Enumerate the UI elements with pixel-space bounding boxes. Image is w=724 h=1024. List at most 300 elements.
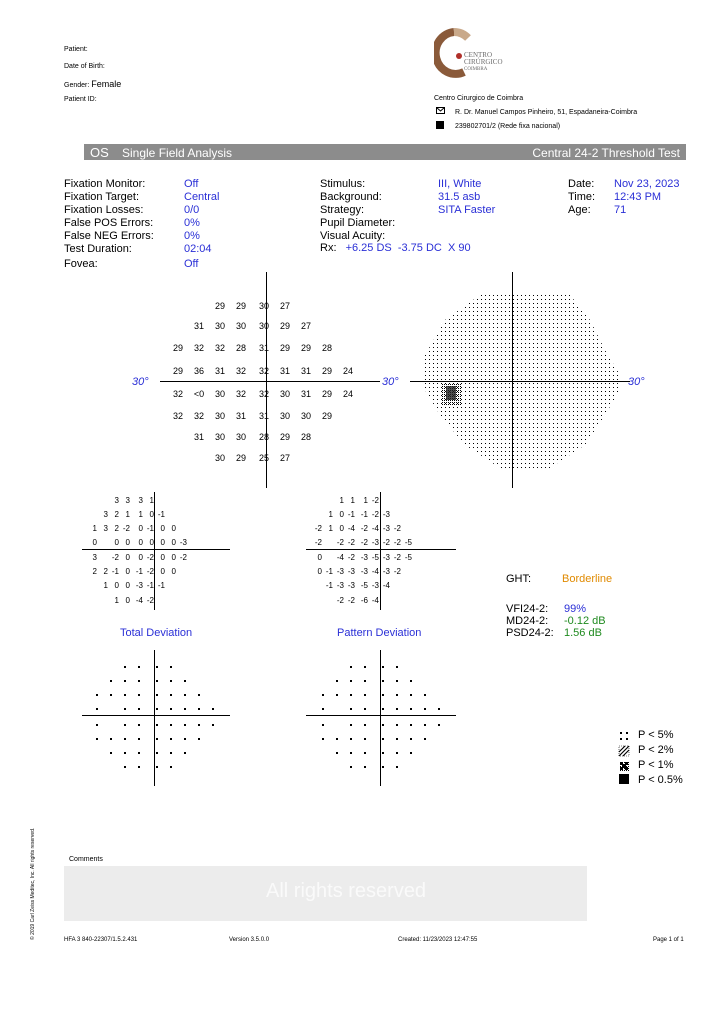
- pattern-dev-value: -2: [371, 510, 379, 519]
- param-value: Off: [184, 258, 199, 270]
- footer-version: Version 3.5.0.0: [229, 937, 270, 943]
- pattern-prob-dot: [364, 666, 366, 668]
- threshold-value: 28: [258, 432, 269, 442]
- total-prob-dot: [170, 666, 172, 668]
- threshold-value: 27: [279, 453, 290, 463]
- pattern-prob-dot: [322, 738, 324, 740]
- total-prob-dot: [124, 724, 126, 726]
- pattern-dev-haxis: [306, 549, 456, 550]
- pattern-prob-dot: [336, 694, 338, 696]
- mail-icon: [436, 107, 445, 116]
- threshold-value: 24: [342, 389, 353, 399]
- param-value: 0%: [184, 217, 200, 229]
- total-prob-dot: [184, 694, 186, 696]
- param-label: Background:: [320, 191, 382, 203]
- total-dev-value: -2: [122, 524, 130, 533]
- pattern-prob-dot: [382, 752, 384, 754]
- total-prob-dot: [184, 752, 186, 754]
- total-dev-value: -1: [157, 581, 165, 590]
- legend-p5: P < 5%: [638, 729, 674, 741]
- pattern-dev-value: -2: [360, 524, 368, 533]
- total-dev-value: 2: [114, 510, 119, 519]
- pattern-dev-value: -3: [360, 553, 368, 562]
- total-dev-value: 0: [92, 538, 97, 547]
- total-prob-dot: [198, 724, 200, 726]
- pattern-dev-value: -3: [382, 567, 390, 576]
- pattern-dev-value: -2: [347, 538, 355, 547]
- param-label: Age:: [568, 204, 591, 216]
- total-prob-dot: [198, 708, 200, 710]
- threshold-value: 24: [342, 366, 353, 376]
- threshold-value: 29: [279, 321, 290, 331]
- threshold-value: 32: [258, 389, 269, 399]
- comments-box: [64, 866, 587, 921]
- pattern-dev-value: -4: [336, 553, 344, 562]
- pattern-prob-dot: [336, 738, 338, 740]
- pattern-prob-dot: [350, 738, 352, 740]
- total-prob-dot: [124, 666, 126, 668]
- param-label: Fixation Monitor:: [64, 178, 146, 190]
- analysis-title: Single Field Analysis: [122, 146, 233, 160]
- total-dev-value: -2: [111, 553, 119, 562]
- total-prob-dot: [198, 738, 200, 740]
- threshold-value: 32: [258, 366, 269, 376]
- param-label: Fixation Target:: [64, 191, 140, 203]
- pattern-prob-dot: [396, 738, 398, 740]
- total-prob-dot: [124, 680, 126, 682]
- pattern-prob-dot: [364, 708, 366, 710]
- total-prob-dot: [124, 752, 126, 754]
- total-prob-dot: [198, 694, 200, 696]
- total-prob-dot: [212, 708, 214, 710]
- total-prob-dot: [138, 724, 140, 726]
- total-dev-value: 0: [125, 567, 130, 576]
- total-dev-value: -3: [179, 538, 187, 547]
- param-label: False POS Errors:: [64, 217, 154, 229]
- threshold-value: 30: [235, 432, 246, 442]
- pattern-dev-value: -2: [314, 524, 322, 533]
- threshold-value: 29: [321, 411, 332, 421]
- total-dev-value: -2: [146, 596, 154, 605]
- total-dev-value: 1: [149, 496, 154, 505]
- watermark-text: All rights reserved: [266, 880, 427, 902]
- threshold-value: 28: [321, 343, 332, 353]
- pattern-prob-dot: [350, 724, 352, 726]
- total-prob-dot: [170, 680, 172, 682]
- index-label: PSD24-2:: [506, 627, 554, 639]
- pattern-dev-value: -2: [393, 567, 401, 576]
- total-dev-value: 3: [138, 496, 143, 505]
- total-prob-dot: [124, 694, 126, 696]
- threshold-value: 30: [258, 301, 269, 311]
- pattern-prob-haxis: [306, 715, 456, 716]
- threshold-value: 30: [214, 321, 225, 331]
- threshold-value: 32: [193, 343, 204, 353]
- threshold-value: 32: [172, 389, 183, 399]
- pattern-dev-value: -1: [360, 510, 368, 519]
- clinic-address: R. Dr. Manuel Campos Pinheiro, 51, Espadaneira-Coimbra: [455, 109, 638, 116]
- eye-box: [64, 144, 84, 160]
- logo-text-2: CIRÚRGICO: [464, 58, 503, 66]
- pattern-dev-value: -1: [325, 581, 333, 590]
- total-prob-dot: [156, 724, 158, 726]
- pattern-dev-value: -3: [371, 581, 379, 590]
- pattern-prob-dot: [364, 738, 366, 740]
- pattern-dev-value: -3: [347, 581, 355, 590]
- grayscale-plot: [420, 290, 630, 470]
- threshold-value: 29: [235, 301, 246, 311]
- threshold-value: 31: [193, 432, 204, 442]
- total-prob-dot: [184, 680, 186, 682]
- total-prob-dot: [156, 666, 158, 668]
- total-prob-dot: [156, 694, 158, 696]
- gender-value: Female: [91, 79, 122, 89]
- pattern-dev-title: Pattern Deviation: [337, 627, 422, 639]
- footer-page: Page 1 of 1: [653, 937, 684, 943]
- param-label: Test Duration:: [64, 243, 132, 255]
- phone-icon: [436, 121, 444, 129]
- side-copyright: © 2019 Carl Zeiss Meditec, Inc. All rights reserved.: [30, 827, 36, 940]
- pattern-dev-value: 1: [350, 496, 355, 505]
- threshold-value: 30: [279, 389, 290, 399]
- pattern-prob-dot: [322, 708, 324, 710]
- param-value: SITA Faster: [438, 204, 496, 216]
- pattern-dev-value: -4: [371, 596, 379, 605]
- pattern-dev-value: -2: [336, 538, 344, 547]
- threshold-axis-right: 30°: [382, 376, 399, 388]
- threshold-value: 30: [214, 453, 225, 463]
- total-dev-value: 0: [138, 538, 143, 547]
- total-prob-dot: [170, 766, 172, 768]
- total-dev-value: 0: [171, 524, 176, 533]
- footer-model: HFA 3 840-22307/1.5.2.431: [64, 937, 138, 943]
- total-prob-dot: [156, 708, 158, 710]
- total-dev-value: 2: [92, 567, 97, 576]
- total-prob-dot: [124, 766, 126, 768]
- total-dev-value: 0: [160, 538, 165, 547]
- pattern-dev-value: -5: [404, 538, 412, 547]
- gender-label: Gender: Female: [64, 79, 122, 89]
- pattern-prob-dot: [350, 680, 352, 682]
- threshold-value: 27: [300, 321, 311, 331]
- index-value: -0.12 dB: [564, 615, 606, 627]
- ght-label: GHT:: [506, 573, 532, 585]
- total-dev-value: 1: [103, 581, 108, 590]
- total-dev-value: -1: [146, 581, 154, 590]
- total-prob-dot: [96, 738, 98, 740]
- logo-text-1: CENTRO: [464, 51, 492, 59]
- pattern-prob-dot: [410, 680, 412, 682]
- total-prob-dot: [110, 752, 112, 754]
- comments-label: Comments: [69, 856, 103, 863]
- pattern-dev-value: 0: [339, 524, 344, 533]
- total-prob-dot: [138, 694, 140, 696]
- pattern-prob-dot: [424, 694, 426, 696]
- total-prob-dot: [110, 680, 112, 682]
- test-title: Central 24-2 Threshold Test: [532, 146, 680, 160]
- threshold-value: 29: [235, 453, 246, 463]
- report-banner: [64, 144, 686, 160]
- ght-value: Borderline: [562, 573, 613, 585]
- legend-p1: P < 1%: [638, 759, 674, 771]
- param-value: 0%: [184, 230, 200, 242]
- threshold-value: 30: [235, 321, 246, 331]
- total-prob-dot: [96, 724, 98, 726]
- total-dev-value: 3: [103, 510, 108, 519]
- pattern-dev-value: -5: [404, 553, 412, 562]
- threshold-value: 32: [235, 389, 246, 399]
- total-prob-dot: [184, 708, 186, 710]
- threshold-value: 29: [172, 343, 183, 353]
- total-dev-value: 0: [171, 567, 176, 576]
- pattern-prob-dot: [382, 738, 384, 740]
- pattern-prob-dot: [382, 680, 384, 682]
- threshold-value: 31: [235, 411, 246, 421]
- pattern-prob-dot: [396, 724, 398, 726]
- pattern-prob-dot: [364, 694, 366, 696]
- threshold-value: 29: [321, 366, 332, 376]
- eye-label: OS: [90, 145, 109, 160]
- pattern-dev-value: 0: [339, 510, 344, 519]
- threshold-value: 30: [279, 411, 290, 421]
- pattern-prob-dot: [396, 666, 398, 668]
- pattern-dev-value: 0: [317, 567, 322, 576]
- pattern-prob-dot: [364, 680, 366, 682]
- pattern-dev-value: -3: [360, 567, 368, 576]
- pattern-dev-value: -2: [393, 553, 401, 562]
- param-label: Visual Acuity:: [320, 230, 386, 242]
- param-value: Off: [184, 178, 199, 190]
- pattern-dev-value: -3: [371, 538, 379, 547]
- total-dev-value: -1: [157, 510, 165, 519]
- param-label: Fovea:: [64, 258, 98, 270]
- pattern-dev-value: -2: [336, 596, 344, 605]
- param-label: Stimulus:: [320, 178, 366, 190]
- pattern-dev-value: -5: [371, 553, 379, 562]
- pattern-prob-dot: [396, 752, 398, 754]
- pattern-prob-dot: [364, 752, 366, 754]
- threshold-value: 29: [172, 366, 183, 376]
- total-dev-value: 1: [125, 510, 130, 519]
- total-prob-dot: [170, 752, 172, 754]
- threshold-value: 29: [300, 343, 311, 353]
- pattern-prob-dot: [438, 724, 440, 726]
- total-prob-dot: [110, 738, 112, 740]
- pattern-prob-dot: [382, 666, 384, 668]
- pattern-prob-dot: [410, 724, 412, 726]
- clinic-logo: [434, 28, 524, 80]
- legend-p05-icon: [619, 774, 629, 784]
- pattern-dev-value: 1: [339, 496, 344, 505]
- total-prob-dot: [96, 694, 98, 696]
- param-value: 0/0: [184, 204, 200, 216]
- total-dev-value: -2: [179, 553, 187, 562]
- pattern-prob-dot: [382, 708, 384, 710]
- pattern-prob-dot: [410, 738, 412, 740]
- patient-label: Patient:: [64, 46, 88, 53]
- pattern-prob-dot: [364, 766, 366, 768]
- param-label: Fixation Losses:: [64, 204, 144, 216]
- index-label: MD24-2:: [506, 615, 549, 627]
- total-dev-value: 2: [114, 524, 119, 533]
- index-label: VFI24-2:: [506, 603, 549, 615]
- param-value: 02:04: [184, 243, 212, 255]
- pattern-dev-value: -2: [393, 538, 401, 547]
- total-dev-value: 2: [103, 567, 108, 576]
- pattern-dev-value: -4: [371, 567, 379, 576]
- pattern-dev-value: -2: [393, 524, 401, 533]
- pattern-prob-dot: [396, 694, 398, 696]
- pattern-prob-dot: [382, 766, 384, 768]
- clinic-name: Centro Cirurgico de Coimbra: [434, 95, 524, 102]
- dob-label: Date of Birth:: [64, 63, 105, 70]
- total-dev-value: 3: [103, 524, 108, 533]
- pattern-prob-dot: [350, 766, 352, 768]
- total-dev-value: 3: [114, 496, 119, 505]
- logo-text-3: COIMBRA: [464, 67, 488, 72]
- total-dev-title: Total Deviation: [120, 627, 193, 639]
- total-prob-dot: [184, 724, 186, 726]
- threshold-value: 32: [193, 411, 204, 421]
- pattern-dev-value: -3: [336, 581, 344, 590]
- param-value: 31.5 asb: [438, 191, 481, 203]
- pattern-dev-value: -2: [314, 538, 322, 547]
- pattern-prob-dot: [410, 752, 412, 754]
- pattern-prob-dot: [364, 724, 366, 726]
- total-dev-value: 0: [114, 581, 119, 590]
- pattern-prob-dot: [424, 738, 426, 740]
- threshold-value: 30: [258, 321, 269, 331]
- pattern-dev-value: -4: [371, 524, 379, 533]
- threshold-value: 31: [214, 366, 225, 376]
- total-dev-value: 3: [125, 496, 130, 505]
- total-dev-value: 1: [138, 510, 143, 519]
- pattern-dev-value: 0: [317, 553, 322, 562]
- threshold-value: 25: [258, 453, 269, 463]
- param-value: 12:43 PM: [614, 191, 662, 203]
- pattern-dev-value: -3: [347, 567, 355, 576]
- total-dev-value: 0: [125, 538, 130, 547]
- total-prob-dot: [212, 724, 214, 726]
- param-value: Nov 23, 2023: [614, 178, 680, 190]
- threshold-value: 36: [193, 366, 204, 376]
- threshold-value: 29: [214, 301, 225, 311]
- total-dev-value: -3: [135, 581, 143, 590]
- total-dev-value: 0: [171, 553, 176, 562]
- total-dev-value: 0: [125, 596, 130, 605]
- pattern-dev-value: -6: [360, 596, 368, 605]
- total-dev-value: -1: [135, 567, 143, 576]
- total-prob-dot: [170, 694, 172, 696]
- pattern-dev-value: -2: [347, 596, 355, 605]
- threshold-value: 31: [279, 366, 290, 376]
- total-dev-value: -1: [111, 567, 119, 576]
- total-prob-dot: [110, 694, 112, 696]
- total-prob-dot: [138, 752, 140, 754]
- threshold-value: 32: [172, 411, 183, 421]
- total-prob-dot: [124, 708, 126, 710]
- pattern-prob-dot: [322, 724, 324, 726]
- total-prob-dot: [138, 738, 140, 740]
- pattern-prob-dot: [396, 680, 398, 682]
- pattern-prob-dot: [336, 752, 338, 754]
- total-prob-dot: [170, 724, 172, 726]
- pattern-dev-value: -1: [325, 567, 333, 576]
- total-prob-vaxis: [154, 650, 155, 786]
- pattern-dev-value: -2: [371, 496, 379, 505]
- total-prob-dot: [124, 738, 126, 740]
- param-label: Date:: [568, 178, 595, 190]
- total-dev-value: 0: [160, 524, 165, 533]
- pattern-dev-value: 1: [328, 524, 333, 533]
- threshold-value: 31: [258, 411, 269, 421]
- total-dev-value: 1: [92, 524, 97, 533]
- total-prob-dot: [156, 680, 158, 682]
- total-dev-value: -2: [146, 553, 154, 562]
- threshold-value: 27: [279, 301, 290, 311]
- grayscale-axis-right: 30°: [628, 376, 645, 388]
- total-dev-value: 0: [149, 538, 154, 547]
- rx-row: [320, 242, 471, 254]
- pattern-prob-dot: [382, 724, 384, 726]
- pattern-prob-vaxis: [380, 650, 381, 786]
- param-value: 71: [614, 204, 627, 216]
- total-dev-value: 0: [160, 567, 165, 576]
- total-prob-dot: [156, 752, 158, 754]
- total-dev-value: 0: [149, 510, 154, 519]
- threshold-value: 32: [235, 366, 246, 376]
- total-dev-value: -1: [146, 524, 154, 533]
- threshold-value: 30: [214, 411, 225, 421]
- pattern-dev-value: -1: [347, 510, 355, 519]
- pattern-prob-dot: [424, 724, 426, 726]
- total-prob-dot: [156, 738, 158, 740]
- pattern-dev-value: 1: [363, 496, 368, 505]
- total-prob-haxis: [82, 715, 230, 716]
- total-prob-dot: [184, 738, 186, 740]
- total-prob-dot: [156, 766, 158, 768]
- pattern-prob-dot: [396, 766, 398, 768]
- total-dev-value: 3: [92, 553, 97, 562]
- threshold-value: 31: [300, 389, 311, 399]
- param-label: Time:: [568, 191, 596, 203]
- pattern-prob-dot: [410, 708, 412, 710]
- total-prob-dot: [138, 766, 140, 768]
- threshold-value: 30: [300, 411, 311, 421]
- pattern-prob-dot: [350, 752, 352, 754]
- rx-value: +6.25 DS -3.75 DC X 90: [345, 242, 471, 254]
- pattern-dev-value: -3: [382, 553, 390, 562]
- total-dev-value: -2: [146, 567, 154, 576]
- total-prob-dot: [138, 666, 140, 668]
- threshold-value: 30: [214, 432, 225, 442]
- threshold-value: 29: [279, 432, 290, 442]
- pattern-dev-value: -3: [382, 510, 390, 519]
- pattern-dev-value: -4: [382, 581, 390, 590]
- param-label: Pupil Diameter:: [320, 217, 396, 229]
- threshold-value: 29: [321, 389, 332, 399]
- total-prob-dot: [138, 708, 140, 710]
- total-dev-haxis: [82, 549, 230, 550]
- legend-p05: P < 0.5%: [638, 774, 683, 786]
- pattern-dev-value: -4: [347, 524, 355, 533]
- total-dev-value: 0: [138, 553, 143, 562]
- total-dev-value: 0: [125, 553, 130, 562]
- pattern-prob-dot: [350, 708, 352, 710]
- threshold-haxis: [160, 381, 380, 382]
- pattern-dev-value: -2: [360, 538, 368, 547]
- total-dev-value: 1: [114, 596, 119, 605]
